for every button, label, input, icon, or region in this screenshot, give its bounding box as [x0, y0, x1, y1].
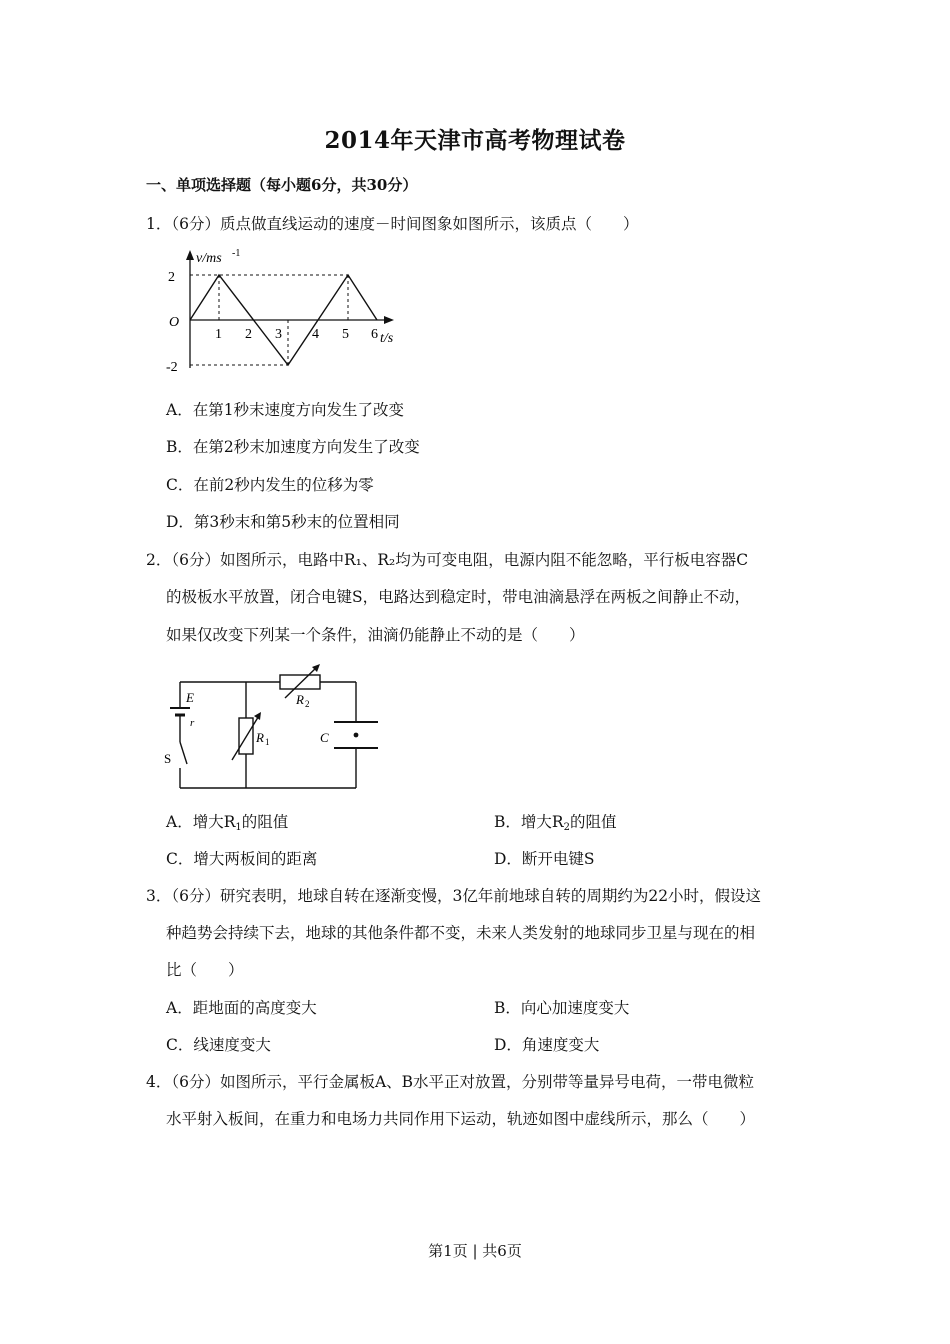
q2-option-b — [494, 810, 616, 833]
y-tick-2: 2 — [168, 270, 175, 285]
question-2-stem-line-3: 如果仅改变下列某一个条件，油滴仍能静止不动的是（ ） — [166, 626, 585, 644]
y-axis-label: v/ms — [196, 251, 222, 266]
circuit-diagram — [160, 660, 390, 795]
section-heading: 一、单项选择题（每小题6分，共30分） — [146, 176, 418, 194]
q2-option-b-sub: 2 — [563, 822, 570, 833]
label-r2: R — [296, 692, 304, 707]
q1-option-d: D．第3秒末和第5秒末的位置相同 — [166, 513, 400, 531]
question-2-stem-line-1: 2．（6分）如图所示，电路中R₁、R₂均为可变电阻，电源内阻不能忽略，平行板电容器C — [146, 551, 749, 569]
label-r1-sub: 1 — [265, 737, 270, 747]
label-capacitor: C — [320, 730, 329, 745]
velocity-time-graph — [160, 248, 410, 378]
question-3-stem-line-3: 比（ ） — [166, 961, 244, 979]
page-title: 2014年天津市高考物理试卷 — [324, 127, 626, 154]
question-2-stem-line-2: 的极板水平放置，闭合电键S，电路达到稳定时，带电油滴悬浮在两板之间静止不动， — [166, 588, 751, 606]
y-tick-neg2: -2 — [166, 360, 178, 375]
label-r2-sub: 2 — [305, 699, 310, 709]
q1-option-b: B．在第2秒末加速度方向发生了改变 — [166, 438, 420, 456]
q2-option-a — [166, 810, 288, 833]
q2-option-c: C．增大两板间的距离 — [166, 850, 318, 868]
x-tick-5: 5 — [342, 327, 349, 342]
q3-option-a: A．距地面的高度变大 — [166, 999, 317, 1017]
q2-option-a-text: A．增大R — [166, 813, 236, 831]
x-tick-4: 4 — [312, 327, 319, 342]
label-switch: S — [164, 751, 172, 766]
y-axis-label-sup: -1 — [232, 248, 241, 259]
q2-option-b-tail: 的阻值 — [569, 813, 617, 831]
page-footer: 第1页 | 共6页 — [428, 1242, 522, 1260]
q3-option-d: D．角速度变大 — [494, 1036, 600, 1054]
q2-option-a-tail: 的阻值 — [241, 813, 289, 831]
q2-option-a-sub: 1 — [235, 822, 242, 833]
question-1-stem: 1．（6分）质点做直线运动的速度－时间图象如图所示，该质点（ ） — [146, 215, 639, 233]
question-3-stem-line-1: 3．（6分）研究表明，地球自转在逐渐变慢，3亿年前地球自转的周期约为22小时，假设这 — [146, 887, 762, 905]
origin-label: O — [169, 315, 180, 330]
x-tick-3: 3 — [275, 327, 282, 342]
q1-option-a: A．在第1秒末速度方向发生了改变 — [166, 401, 405, 419]
question-4-stem-line-2: 水平射入板间，在重力和电场力共同作用下运动，轨迹如图中虚线所示，那么（ ） — [166, 1110, 756, 1128]
q2-option-d: D．断开电键S — [494, 850, 595, 868]
q3-option-c: C．线速度变大 — [166, 1036, 271, 1054]
q3-option-b: B．向心加速度变大 — [494, 999, 630, 1017]
x-axis-label: t/s — [380, 331, 394, 346]
question-3-stem-line-2: 种趋势会持续下去，地球的其他条件都不变，未来人类发射的地球同步卫星与现在的相 — [166, 924, 756, 942]
label-internal-resistance: r — [190, 717, 195, 729]
label-r1: R — [256, 730, 264, 745]
x-tick-6: 6 — [371, 327, 378, 342]
label-emf: E — [186, 690, 194, 705]
question-4-stem-line-1: 4．（6分）如图所示，平行金属板A、B水平正对放置，分别带等量异号电荷，一带电微粒 — [146, 1073, 755, 1091]
x-tick-1: 1 — [215, 327, 222, 342]
q2-option-b-text: B．增大R — [494, 813, 564, 831]
q1-option-c: C．在前2秒内发生的位移为零 — [166, 476, 374, 494]
x-tick-2: 2 — [245, 327, 252, 342]
